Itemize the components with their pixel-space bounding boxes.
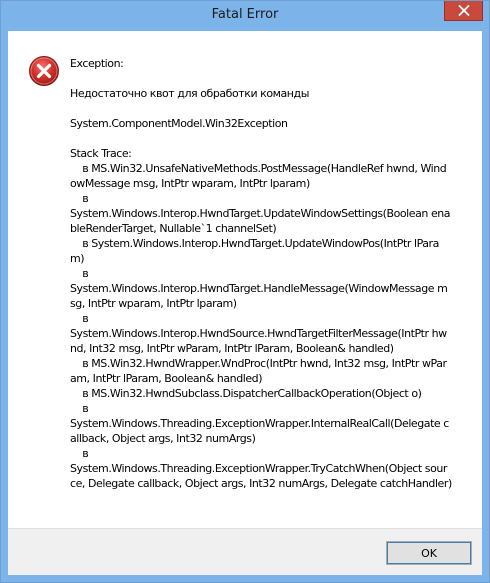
error-icon	[28, 55, 60, 87]
close-icon	[458, 5, 470, 16]
close-button[interactable]	[444, 1, 483, 21]
window-title: Fatal Error	[211, 7, 279, 22]
dialog-content	[8, 31, 482, 528]
dialog-footer	[8, 528, 482, 575]
ok-button[interactable]: OK	[386, 541, 472, 565]
dialog-client-area	[8, 31, 482, 575]
title-bar[interactable]	[1, 1, 489, 31]
error-message: Exception: Недостаточно квот для обработки команды System.ComponentModel.Win32Exception Stack Trace: в MS.Win32.UnsafeNativeMethods.PostMessage(HandleRef hwnd, WindowMessage msg, IntPtr wparam, IntPtr lparam) в System.Windows.Interop.HwndTarget.UpdateWindowSettings(Boolean enableRenderTarget, Nullable`1 channelSet) в System.Windows.Interop.HwndTarget.UpdateWindowPos(IntPtr lParam) в System.Windows.Interop.HwndTarget.HandleMessage(WindowMessage msg, IntPtr wparam, IntPtr lparam) в System.Windows.Interop.HwndSource.HwndTargetFilterMessage(IntPtr hwnd, Int32 msg, IntPtr wParam, IntPtr lParam, Boolean& handled) в MS.Win32.HwndWrapper.WndProc(IntPtr hwnd, Int32 msg, IntPtr wParam, IntPtr lParam, Boolean& handled) в MS.Win32.HwndSubclass.DispatcherCallbackOperation(Object o) в System.Windows.Threading.ExceptionWrapper.InternalRealCall(Delegate callback, Object args, Int32 numArgs) в System.Windows.Threading.ExceptionWrapper.TryCatchWhen(Object source, Delegate callback, Object args, Int32 numArgs, Delegate catchHandler)	[70, 57, 452, 490]
